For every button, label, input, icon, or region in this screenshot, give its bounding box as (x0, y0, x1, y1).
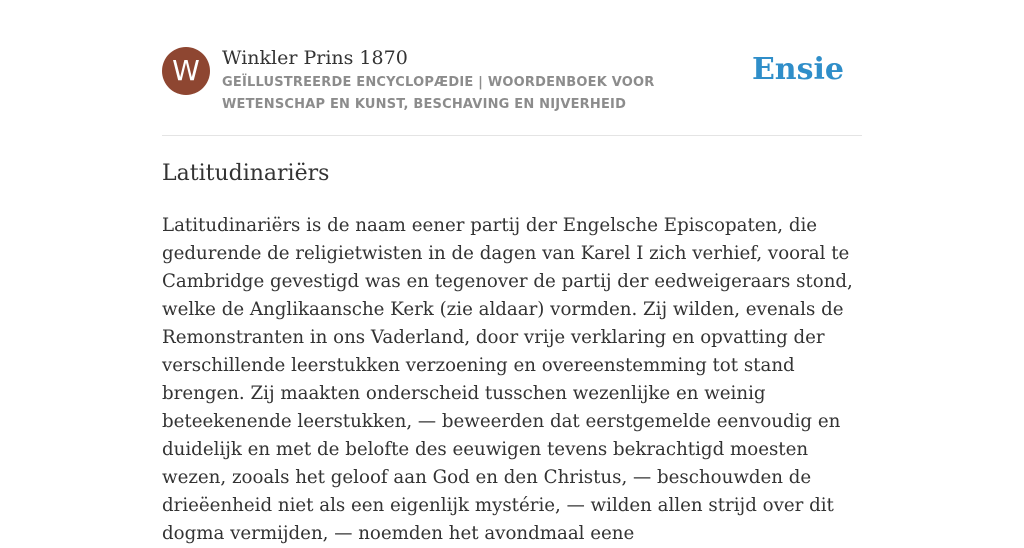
entry-title: Latitudinariërs (162, 161, 330, 186)
brand-logo[interactable]: Ensie (751, 52, 844, 87)
source-avatar[interactable]: W (162, 47, 210, 95)
source-header (162, 46, 862, 116)
header-divider (162, 135, 862, 136)
source-subtitle: GEÏLLUSTREERDE ENCYCLOPÆDIE | WOORDENBOEK VOOR WETENSCHAP EN KUNST, BESCHAVING EN NIJVERHEID (222, 75, 655, 112)
source-title[interactable]: Winkler Prins 1870 (222, 47, 408, 69)
entry-body: Latitudinariërs is de naam eener partij der Engelsche Episcopaten, die gedurende de religietwisten in de dagen van Karel I zich verhief, vooral te Cambridge gevestigd was en tegenover de partij der eedweigeraars stond, welke de Anglikaansche Kerk (zie aldaar) vormden. Zij wilden, evenals de Remonstranten in ons Vaderland, door vrije verklaring en opvatting der verschillende leerstukken verzoening en overeenstemming tot stand brengen. Zij maakten onderscheid tusschen wezenlijke en weinig beteekenende leerstukken, — beweerden dat eerstgemelde eenvoudig en duidelijk en met de belofte des eeuwigen tevens bekrachtigd moesten wezen, zooals het geloof aan God en den Christus, — beschouwden de drieëenheid niet als een eigenlijk mystérie, — wilden allen strijd over dit dogma vermijden, — noemden het avondmaal eene (162, 215, 853, 544)
